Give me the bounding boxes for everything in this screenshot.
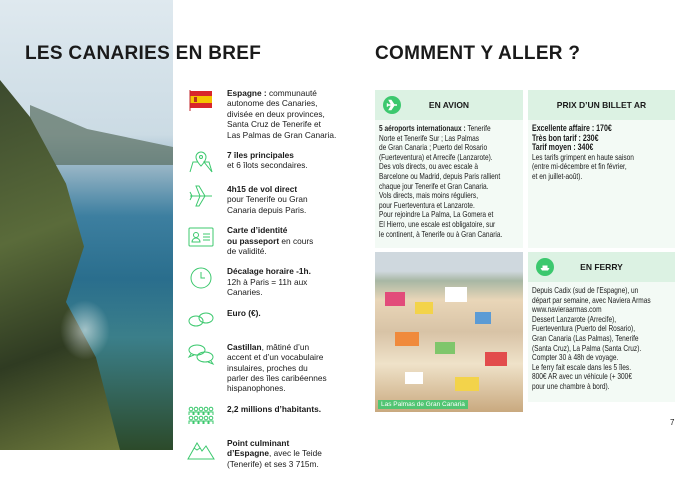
fact-item [186, 150, 356, 174]
spain-flag-icon [186, 88, 216, 112]
coast-photo [0, 0, 173, 450]
fact-item [186, 404, 356, 428]
plane-bold: 5 aéroports internationaux : [379, 124, 466, 133]
ferry-icon [536, 258, 554, 276]
speech-bubbles-icon [186, 342, 216, 366]
price-bold: Excellente affaire : 170€ Très bon tarif : 230€ Tarif moyen : 340€ [532, 123, 612, 153]
ferry-title: EN FERRY [580, 262, 623, 272]
page-number: 7 [670, 418, 675, 427]
fact-item [186, 308, 356, 332]
plane-title: EN AVION [428, 100, 470, 110]
fact-bold: Espagne : [227, 88, 267, 98]
fact-bold: Décalage horaire -1h. [227, 266, 311, 277]
fact-bold: Castillan [227, 341, 262, 352]
page-title-left: LES CANARIES EN BREF [25, 43, 262, 64]
fact-bold: Euro (€). [227, 307, 261, 318]
ferry-section [528, 252, 675, 402]
map-pin-icon [186, 150, 216, 174]
airplane-icon [383, 96, 401, 114]
clock-icon [186, 266, 216, 290]
id-card-icon [186, 225, 216, 249]
airplane-icon [186, 184, 216, 208]
fact-text: et 6 îlots secondaires. [227, 160, 308, 171]
price-text: Les tarifs grimpent en haute saison (entre mi-décembre et fin février, et en juillet-août). [532, 152, 634, 181]
fact-bold: Point culminant d’Espagne [227, 437, 290, 459]
fact-item [186, 266, 356, 297]
fact-bold: 4h15 de vol direct [227, 184, 298, 195]
plane-section [375, 90, 523, 248]
fact-text: en cours de validité. [227, 235, 314, 257]
facts-list [186, 88, 356, 479]
city-photo [375, 252, 523, 412]
price-section [528, 90, 675, 248]
fact-text: , avec le Teide (Tenerife) et ses 3 715m. [227, 448, 322, 469]
fact-text: , mâtiné d’un accent et d’un vocabulaire insulaires, proches du parler des îles caribéennes hispanophones. [227, 341, 327, 394]
price-title: PRIX D’UN BILLET AR [556, 100, 647, 110]
fact-text: pour Tenerife ou Gran Canaria depuis Paris. [227, 194, 308, 215]
ferry-text: Depuis Cadix (sud de l’Espagne), un départ par semaine, avec Naviera Armas www.navieraarmas.com Dessert Lanzarote (Arrecife), Fuerteventura (Puerto del Rosario), Gran Canaria (Las Palmas), Tenerife (Santa Cruz), La Palma (Santa Cruz). Compter 30 à 48h de voyage. Le ferry fait escale dans les 5 îles. 800€ AR avec un véhicule (+ 300€ pour une chambre à bord). [532, 286, 651, 391]
people-icon [186, 404, 216, 428]
fact-bold: 7 îles principales [227, 150, 294, 161]
fact-bold: Carte d’identité ou passeport [227, 225, 288, 246]
photo-caption: Las Palmas de Gran Canaria [378, 400, 468, 409]
plane-text: Tenerife Norte et Tenerife Sur ; Las Palmas de Gran Canaria ; Puerto del Rosario (Fuerteventura) et Arrecife (Lanzarote). Des vols directs, ou avec escale à Barcelone ou Madrid, depuis Paris rallient chaque jour Tenerife et Gran Canaria. Vols directs, mais moins réguliers, pour Fuerteventura et Lanzarote. Pour rejoindre La Palma, La Gomera et El Hierro, une escale est obligatoire, sur le continent, à Tenerife ou à Gran Canaria. [379, 124, 503, 239]
fact-item [186, 342, 356, 394]
page-title-right: COMMENT Y ALLER ? [375, 43, 581, 64]
fact-item [186, 225, 356, 256]
fact-item [186, 184, 356, 215]
coins-icon [186, 308, 216, 332]
fact-text: 12h à Paris = 11h aux Canaries. [227, 276, 308, 298]
fact-bold: 2,2 millions d’habitants. [227, 403, 322, 414]
fact-text: communauté autonome des Canaries, divisée en deux provinces, Santa Cruz de Tenerife et Las Palmas de Gran Canaria. [227, 88, 337, 140]
fact-item [186, 438, 356, 469]
fact-item [186, 88, 356, 140]
